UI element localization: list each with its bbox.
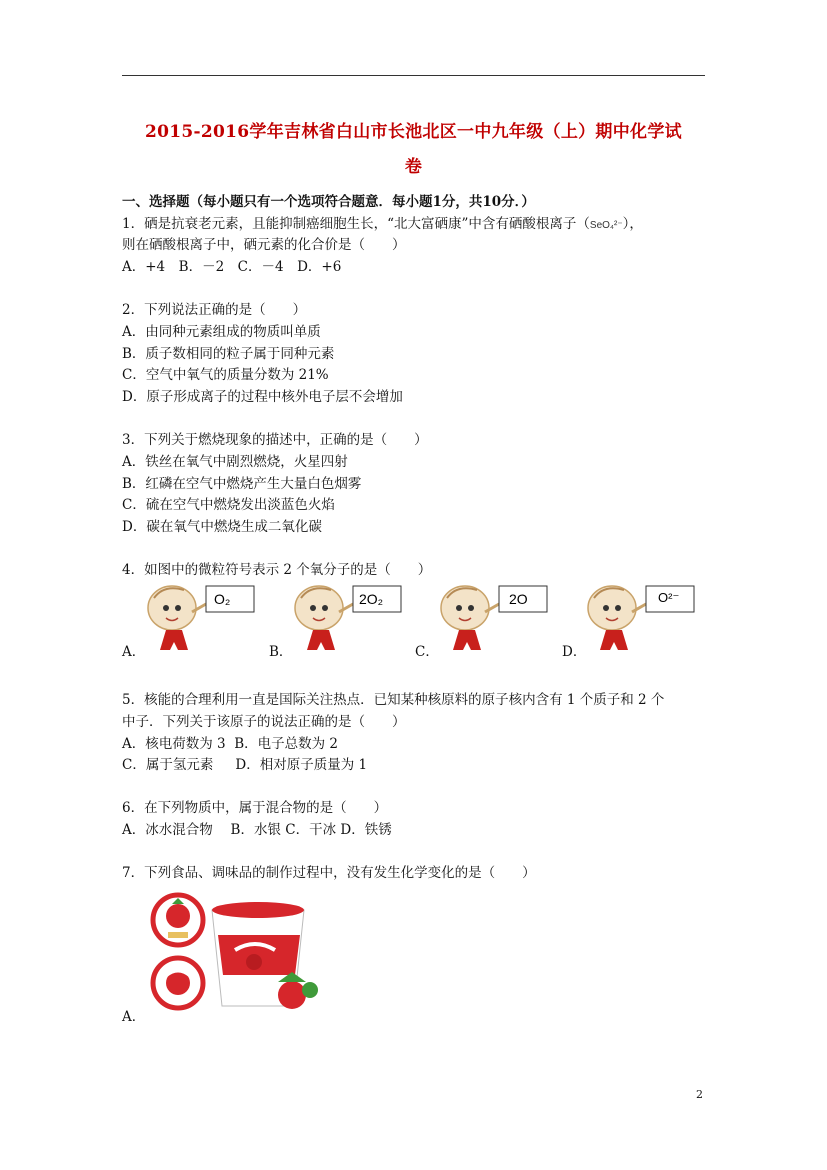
cartoon-character-icon xyxy=(584,580,696,660)
q1-stem-continued: 则在硒酸根离子中，硒元素的化合价是（ ） xyxy=(122,237,406,253)
q6-stem: 6．在下列物质中，属于混合物的是（ ） xyxy=(122,800,388,816)
q5-options-ab: A．核电荷数为 3 B．电子总数为 2 xyxy=(122,736,339,752)
q5-options-cd: C．属于氢元素 D．相对原子质量为 1 xyxy=(122,757,368,773)
q1-options: A．+4 B．－2 C．－4 D．+6 xyxy=(122,259,342,275)
selenate-formula: SeO₄²⁻ xyxy=(589,220,623,231)
q3-option-c: C．硫在空气中燃烧发出淡蓝色火焰 xyxy=(122,497,335,513)
q3-option-d: D．碳在氧气中燃烧生成二氧化碳 xyxy=(122,519,322,535)
q5-stem-continued: 中子．下列关于该原子的说法正确的是（ ） xyxy=(122,714,406,730)
q2-option-b: B．质子数相同的粒子属于同种元素 xyxy=(122,346,335,362)
q4-option-c xyxy=(415,580,555,660)
q4-option-b xyxy=(269,580,409,660)
cartoon-character-icon xyxy=(144,580,256,660)
page-number: 2 xyxy=(696,1088,703,1101)
q1-stem: 1．硒是抗衰老元素，且能抑制癌细胞生长，“北大富硒康”中含有硒酸根离子（SeO₄²⁻）， xyxy=(122,216,643,232)
q4-option-d-label: D． xyxy=(562,644,587,660)
q3-option-a: A．铁丝在氧气中剧烈燃烧，火星四射 xyxy=(122,454,348,470)
cartoon-character-icon xyxy=(291,580,403,660)
q4-option-a-label: A． xyxy=(122,644,146,660)
q4-option-a xyxy=(122,580,262,660)
q4-option-d xyxy=(562,580,702,660)
q3-stem: 3．下列关于燃烧现象的描述中，正确的是（ ） xyxy=(122,432,428,448)
q4-option-c-label: C． xyxy=(415,644,439,660)
q7-stem: 7．下列食品、调味品的制作过程中，没有发生化学变化的是（ ） xyxy=(122,865,536,881)
q4-sign-b: 2O₂ xyxy=(359,591,384,607)
q2-option-d: D．原子形成离子的过程中核外电子层不会增加 xyxy=(122,389,403,405)
q2-stem: 2．下列说法正确的是（ ） xyxy=(122,302,307,318)
section-heading: 一、选择题（每小题只有一个选项符合题意．每小题1分，共10分．） xyxy=(122,194,535,210)
page-title-continued: 卷 xyxy=(404,157,423,177)
strawberry-yogurt-image xyxy=(150,890,325,1020)
q2-option-c: C．空气中氧气的质量分数为 21% xyxy=(122,367,329,383)
header-rule xyxy=(122,75,705,76)
q4-stem: 4．如图中的微粒符号表示 2 个氧分子的是（ ） xyxy=(122,562,432,578)
q4-sign-d: O²⁻ xyxy=(658,590,680,605)
q4-sign-a: O₂ xyxy=(214,591,231,607)
q4-sign-c: 2O xyxy=(509,591,528,607)
q5-stem: 5．核能的合理利用一直是国际关注热点．已知某种核原料的原子核内含有 1 个质子和 2 个 xyxy=(122,692,665,708)
q4-option-b-label: B． xyxy=(269,644,293,660)
q6-options: A．冰水混合物 B．水银 C．干冰 D．铁锈 xyxy=(122,822,392,838)
cartoon-character-icon xyxy=(437,580,549,660)
q7-option-a: A． xyxy=(122,1009,146,1025)
q4-options xyxy=(122,580,702,660)
q2-option-a: A．由同种元素组成的物质叫单质 xyxy=(122,324,321,340)
page-title: 2015-2016学年吉林省白山市长池北区一中九年级（上）期中化学试 xyxy=(145,122,682,142)
q3-option-b: B．红磷在空气中燃烧产生大量白色烟雾 xyxy=(122,476,362,492)
